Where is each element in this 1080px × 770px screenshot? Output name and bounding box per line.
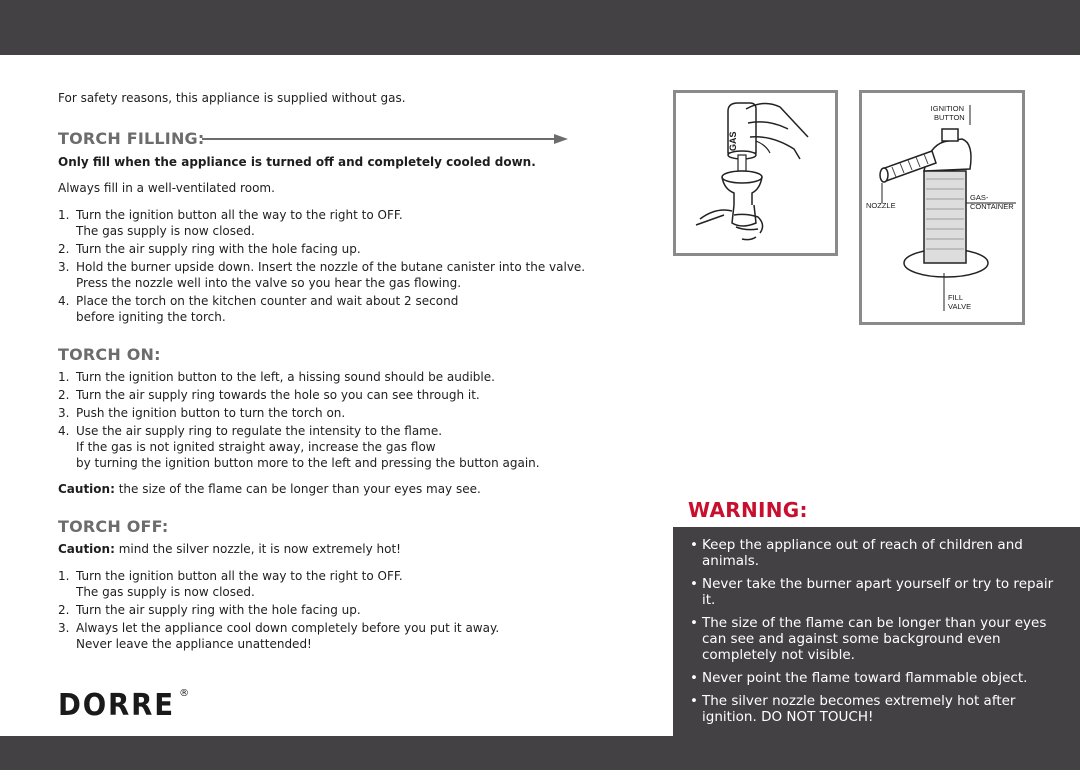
step-number: 4. bbox=[58, 294, 70, 308]
step-text: Hold the burner upside down. Insert the nozzle of the butane canister into the valve. bbox=[76, 260, 586, 274]
step-text: Turn the ignition button to the left, a hissing sound should be audible. bbox=[76, 370, 495, 384]
step-number: 2. bbox=[58, 388, 70, 402]
list-item: • The silver nozzle becomes extremely hot after ignition. DO NOT TOUCH! bbox=[690, 693, 1060, 725]
list-item bbox=[58, 387, 598, 403]
step-number: 3. bbox=[58, 406, 70, 420]
list-item bbox=[58, 405, 598, 421]
step-number: 1. bbox=[58, 208, 70, 222]
ignition-button-label bbox=[930, 104, 965, 122]
gas-container-label bbox=[970, 193, 1014, 211]
filling-steps bbox=[58, 207, 598, 325]
warning-heading: WARNING: bbox=[688, 498, 808, 522]
arrow-icon bbox=[202, 132, 568, 146]
step-text: before igniting the torch. bbox=[76, 310, 226, 324]
step-text: by turning the ignition button more to the left and pressing the button again. bbox=[76, 456, 540, 470]
nozzle-label: NOZZLE bbox=[866, 201, 896, 210]
step-text: Always let the appliance cool down completely before you put it away. bbox=[76, 621, 500, 635]
gas-can-label: GAS bbox=[728, 131, 738, 151]
step-text: Never leave the appliance unattended! bbox=[76, 637, 312, 651]
step-number: 2. bbox=[58, 603, 70, 617]
step-text: Push the ignition button to turn the torch on. bbox=[76, 406, 346, 420]
step-text: Turn the air supply ring towards the hole so you can see through it. bbox=[76, 388, 480, 402]
step-text: Turn the air supply ring with the hole facing up. bbox=[76, 242, 361, 256]
step-text: Turn the ignition button all the way to the right to OFF. bbox=[76, 569, 403, 583]
step-text: Turn the air supply ring with the hole facing up. bbox=[76, 603, 361, 617]
warning-list bbox=[690, 537, 1060, 732]
list-item bbox=[58, 620, 598, 652]
step-text: Press the nozzle well into the valve so you hear the gas flowing. bbox=[76, 276, 462, 290]
top-band bbox=[0, 0, 1080, 55]
list-item bbox=[58, 241, 598, 257]
registered-mark: ® bbox=[179, 688, 190, 699]
label-line: CONTAINER bbox=[970, 202, 1014, 211]
step-text: The gas supply is now closed. bbox=[76, 585, 255, 599]
torch-on-heading: TORCH ON: bbox=[58, 345, 161, 364]
caution-label: Caution: bbox=[58, 542, 115, 556]
label-line: VALVE bbox=[948, 302, 972, 311]
label-line: FILL bbox=[948, 293, 964, 302]
caution-label: Caution: bbox=[58, 482, 115, 496]
filling-note: Always fill in a well-ventilated room. bbox=[58, 181, 275, 195]
label-line: BUTTON bbox=[934, 113, 965, 122]
list-item bbox=[58, 602, 598, 618]
list-item: • Never point the flame toward flammable object. bbox=[690, 670, 1060, 686]
off-steps bbox=[58, 568, 598, 652]
step-text: If the gas is not ignited straight away, increase the gas flow bbox=[76, 440, 436, 454]
fill-valve-label bbox=[948, 293, 971, 311]
step-text: Place the torch on the kitchen counter and wait about 2 second bbox=[76, 294, 459, 308]
step-number: 2. bbox=[58, 242, 70, 256]
on-caution bbox=[58, 482, 481, 496]
step-number: 1. bbox=[58, 569, 70, 583]
caution-text: mind the silver nozzle, it is now extremely hot! bbox=[114, 542, 401, 556]
brand-name: DORRE bbox=[58, 688, 175, 723]
caution-text: the size of the flame can be longer than your eyes may see. bbox=[114, 482, 481, 496]
list-item bbox=[58, 259, 598, 291]
list-item: • The size of the flame can be longer than your eyes can see and against some background even completely not visible. bbox=[690, 615, 1060, 663]
filling-illustration bbox=[673, 90, 838, 256]
off-caution bbox=[58, 542, 401, 556]
gas-canister-icon bbox=[676, 93, 835, 253]
bottom-band bbox=[0, 736, 1080, 770]
list-item: • Keep the appliance out of reach of children and animals. bbox=[690, 537, 1060, 569]
torch-off-heading: TORCH OFF: bbox=[58, 517, 169, 536]
label-line: GAS- bbox=[970, 193, 989, 202]
list-item bbox=[58, 207, 598, 239]
step-number: 1. bbox=[58, 370, 70, 384]
step-text: The gas supply is now closed. bbox=[76, 224, 255, 238]
step-number: 4. bbox=[58, 424, 70, 438]
intro-text: For safety reasons, this appliance is supplied without gas. bbox=[58, 91, 406, 105]
list-item: • Never take the burner apart yourself or try to repair it. bbox=[690, 576, 1060, 608]
label-line: IGNITION bbox=[930, 104, 965, 113]
list-item bbox=[58, 293, 598, 325]
step-number: 3. bbox=[58, 260, 70, 274]
on-steps bbox=[58, 369, 598, 471]
list-item bbox=[58, 423, 598, 471]
step-text: Turn the ignition button all the way to the right to OFF. bbox=[76, 208, 403, 222]
step-text: Use the air supply ring to regulate the intensity to the flame. bbox=[76, 424, 443, 438]
list-item bbox=[58, 568, 598, 600]
step-number: 3. bbox=[58, 621, 70, 635]
brand-logo bbox=[58, 688, 189, 723]
torch-parts-diagram bbox=[859, 90, 1025, 325]
list-item bbox=[58, 369, 598, 385]
filling-bold-note: Only fill when the appliance is turned off and completely cooled down. bbox=[58, 155, 536, 169]
torch-filling-heading: TORCH FILLING: bbox=[58, 129, 205, 148]
